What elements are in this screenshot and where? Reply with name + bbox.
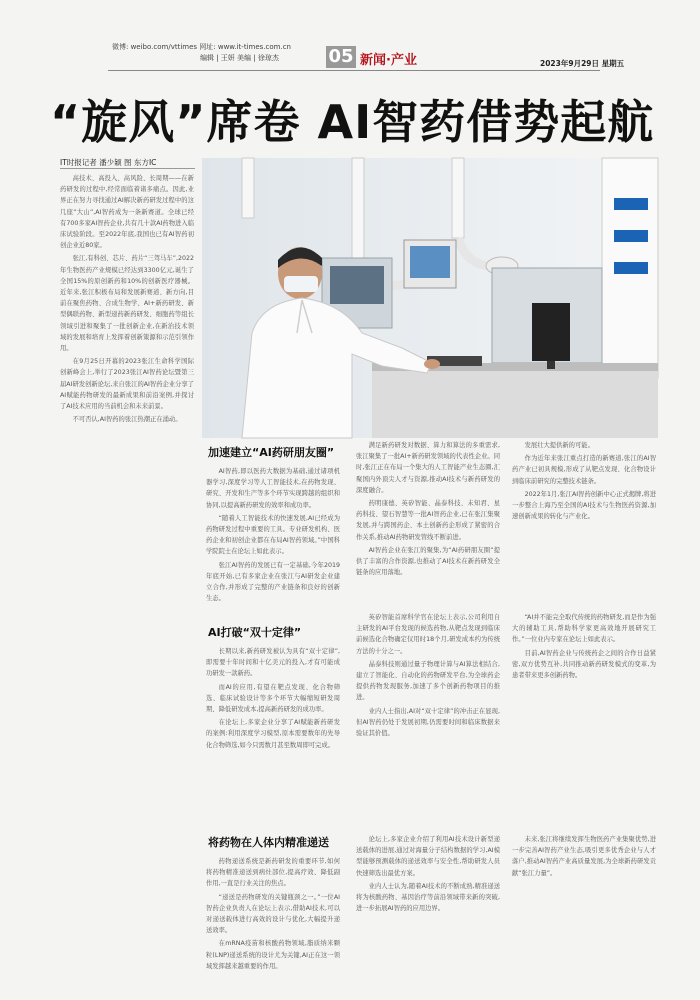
article-byline: IT时报记者 潘少颖 图 东方IC	[60, 158, 157, 167]
masthead-staff: 编辑 | 王妍 美编 | 徐琼杰	[200, 54, 279, 62]
masthead-divider	[108, 70, 600, 71]
paragraph: AI智药,即以医药大数据为基础,通过诸项机器学习,深度学习等人工智能技术,在药物发现、研究、开发和生产等多个环节实现跨越的组织和协同,以提高新药研发的效率和成功率。	[206, 468, 340, 509]
section2-col2	[356, 612, 500, 826]
paragraph: 满足新药研发对数据、算力和算法的多重需求,张江聚集了一批AI+新药研发领域的代表性企业。同时,张江正在布局一个集大的人工智能产业生态圈,汇聚国内外顶尖人才与资源,推动AI技术与新药研发的深度融合。	[356, 442, 500, 494]
byline-divider	[60, 168, 195, 169]
section3-col2	[356, 834, 500, 990]
section1-col2	[356, 440, 500, 590]
lab-scene-illustration	[202, 158, 658, 438]
paragraph: 业内人士指出,AI对“双十定律”的冲击正在显现,但AI智药仍处于发展初期,仍需要时间和临床数据来验证其价值。	[356, 707, 500, 738]
lab-photo	[202, 158, 658, 438]
paragraph: 目前,AI智药企业与传统药企之间的合作日益紧密,双方优势互补,共同推动新药研发模式的变革,为患者带来更多创新药物。	[512, 649, 656, 680]
section2-col3	[512, 612, 656, 826]
issue-date: 2023年9月29日 星期五	[540, 59, 625, 68]
section-heading: 将药物在人体内精准递送	[208, 836, 329, 849]
section-heading: AI打破“双十定律”	[208, 626, 302, 639]
paragraph: “递送是药物研发的关键瓶颈之一。”一位AI智药企业负责人在论坛上表示,借助AI技术,可以对递送载体进行高效的设计与优化,大幅提升递送效率。	[206, 893, 340, 935]
paragraph: 英矽智能首席科学官在论坛上表示,公司利用自主研发的AI平台发现的候选药物,从靶点发现到临床前候选化合物确定仅用时18个月,研发成本约为传统方法的十分之一。	[356, 614, 500, 655]
paragraph: 而AI的应用,有望在靶点发现、化合物筛选、临床试验设计等多个环节大幅缩短研发周期、降低研发成本,提高新药研发的成功率。	[206, 683, 340, 714]
article-headline: “旋风”席卷 AI智药借势起航	[50, 95, 655, 149]
lead-paragraph: 不可否认,AI智药的张江热潮正在涌动。	[72, 416, 182, 424]
paragraph: “AI并不能完全取代传统的药物研发,而是作为强大的辅助工具,帮助科学家更高效地开展研究工作。”一位业内专家在论坛上如此表示。	[512, 614, 656, 644]
section2-col1	[206, 646, 340, 826]
paragraph: 在论坛上,多家企业分享了AI赋能新药研发的案例:利用深度学习模型,原本需要数年的先导化合物筛选,如今只需数月甚至数周即可完成。	[206, 719, 340, 749]
paragraph: “随着人工智能技术的快速发展,AI已经成为药物研发过程中重要的工具。专业研发机构、医药企业和初创企业都在布局AI智药领域。”中国科学院院士在论坛上如此表示。	[206, 514, 340, 556]
lead-column	[60, 173, 194, 463]
paragraph: 2022年1月,张江AI智药创新中心正式揭牌,将进一步整合上海乃至全国的AI技术与生物医药资源,加速创新成果的转化与产业化。	[512, 490, 656, 521]
section3-col1	[206, 856, 340, 990]
section-heading: 加速建立“AI药研朋友圈”	[208, 446, 335, 459]
paragraph: 发展壮大提供新的可能。	[524, 442, 594, 449]
lead-paragraph: 高技术、高投入、高风险、长周期——在新药研发的过程中,经常面临着诸多痛点。因此,业界正在努力寻找通过AI解决新药研发过程中的这几座“大山”,AI智药成为一条新赛道。全球已经有700多家AI智药企业,共有几十款AI药物进入临床试验阶段。至2022年底,我国也已有AI智药初创企业近80家。	[60, 175, 194, 250]
lead-paragraph: 张江,有科创、芯片、药片“三驾马车”,2022年生物医药产业规模已经达到3300亿元,诞生了全国15%的原创新药和10%的创新医疗器械。近年来,张江积极布局和发展新赛道、新方向,目前在聚焦药物、合成生物学、AI+新药研发、新型偶联药物、新型递药新药研发、细胞药等组长领域引进和聚集了一批创新企业,在新治技术领域的发展和培育上发挥着创新策源和示范引领作用。	[60, 255, 194, 353]
paragraph: 作为近年来张江重点打造的新赛道,张江的AI智药产业已初具规模,形成了从靶点发现、化合物设计到临床前研究的完整技术链条。	[512, 455, 656, 485]
section3-col3	[512, 834, 656, 990]
paragraph: 张江AI智药的发展已有一定基础,今年2019年底开始,已有多家企业在张江与AI研发企业建立合作,并形成了完整的产业链条和良好的创新生态。	[206, 561, 340, 603]
paragraph: 药明康德、英矽智能、晶泰科技、未知君、星药科技、望石智慧等一批AI智药企业,已在张江集聚发展,并与跨国药企、本土创新药企形成了紧密的合作关系,推动AI药物研发管线不断前进。	[356, 500, 500, 541]
paragraph: 在mRNA疫苗和核酸药物领域,脂质纳米颗粒(LNP)递送系统的设计尤为关键,AI正在这一领域发挥越来越重要的作用。	[206, 940, 340, 970]
section-title: 新闻·产业	[360, 53, 417, 68]
page-number: 05	[326, 46, 356, 68]
section1-col3	[512, 440, 656, 590]
paragraph: 论坛上,多家企业介绍了利用AI技术设计新型递送载体的进展,通过对海量分子结构数据的学习,AI模型能够预测载体的递送效率与安全性,帮助研发人员快速筛选出最优方案。	[356, 836, 500, 877]
paragraph: 业内人士认为,随着AI技术的不断成熟,精准递送将为核酸药物、基因治疗等前沿领域带来新的突破,进一步拓展AI智药的应用边界。	[356, 882, 500, 913]
paragraph: AI智药企业在张江的聚集,为“AI药研朋友圈”提供了丰富的合作资源,也推动了AI技术在新药研发全链条的应用落地。	[356, 546, 500, 577]
section1-col1	[206, 466, 340, 603]
masthead-contact: 微博: weibo.com/vttimes 网址: www.it-times.com.cn	[112, 43, 291, 51]
paragraph: 未来,张江将继续发挥生物医药产业集聚优势,进一步完善AI智药产业生态,吸引更多优秀企业与人才落户,推动AI智药产业高质量发展,为全球新药研发贡献“张江力量”。	[512, 836, 656, 877]
lead-paragraph: 在9月25日开幕的2023张江生命科学国际创新峰会上,举行了2023张江AI智药论坛暨第三届AI研发创新论坛,来自张江的AI智药企业分享了AI赋能药物研发的最新成果和前沿案例,并探讨了AI技术应用的当前机会和未来前景。	[60, 358, 194, 411]
paragraph: 药物递送系统是新药研发的重要环节,如何将药物精准递送到病灶部位,提高疗效、降低副作用,一直是行业关注的焦点。	[206, 858, 340, 888]
paragraph: 长期以来,新药研发被认为具有“双十定律”,即需要十年时间和十亿美元的投入,才有可能成功研发一款新药。	[206, 648, 340, 678]
paragraph: 晶泰科技则通过量子物理计算与AI算法相结合,建立了智能化、自动化的药物研发平台,为全球药企提供药物发现服务,加速了多个创新药物项目的推进。	[356, 660, 500, 702]
